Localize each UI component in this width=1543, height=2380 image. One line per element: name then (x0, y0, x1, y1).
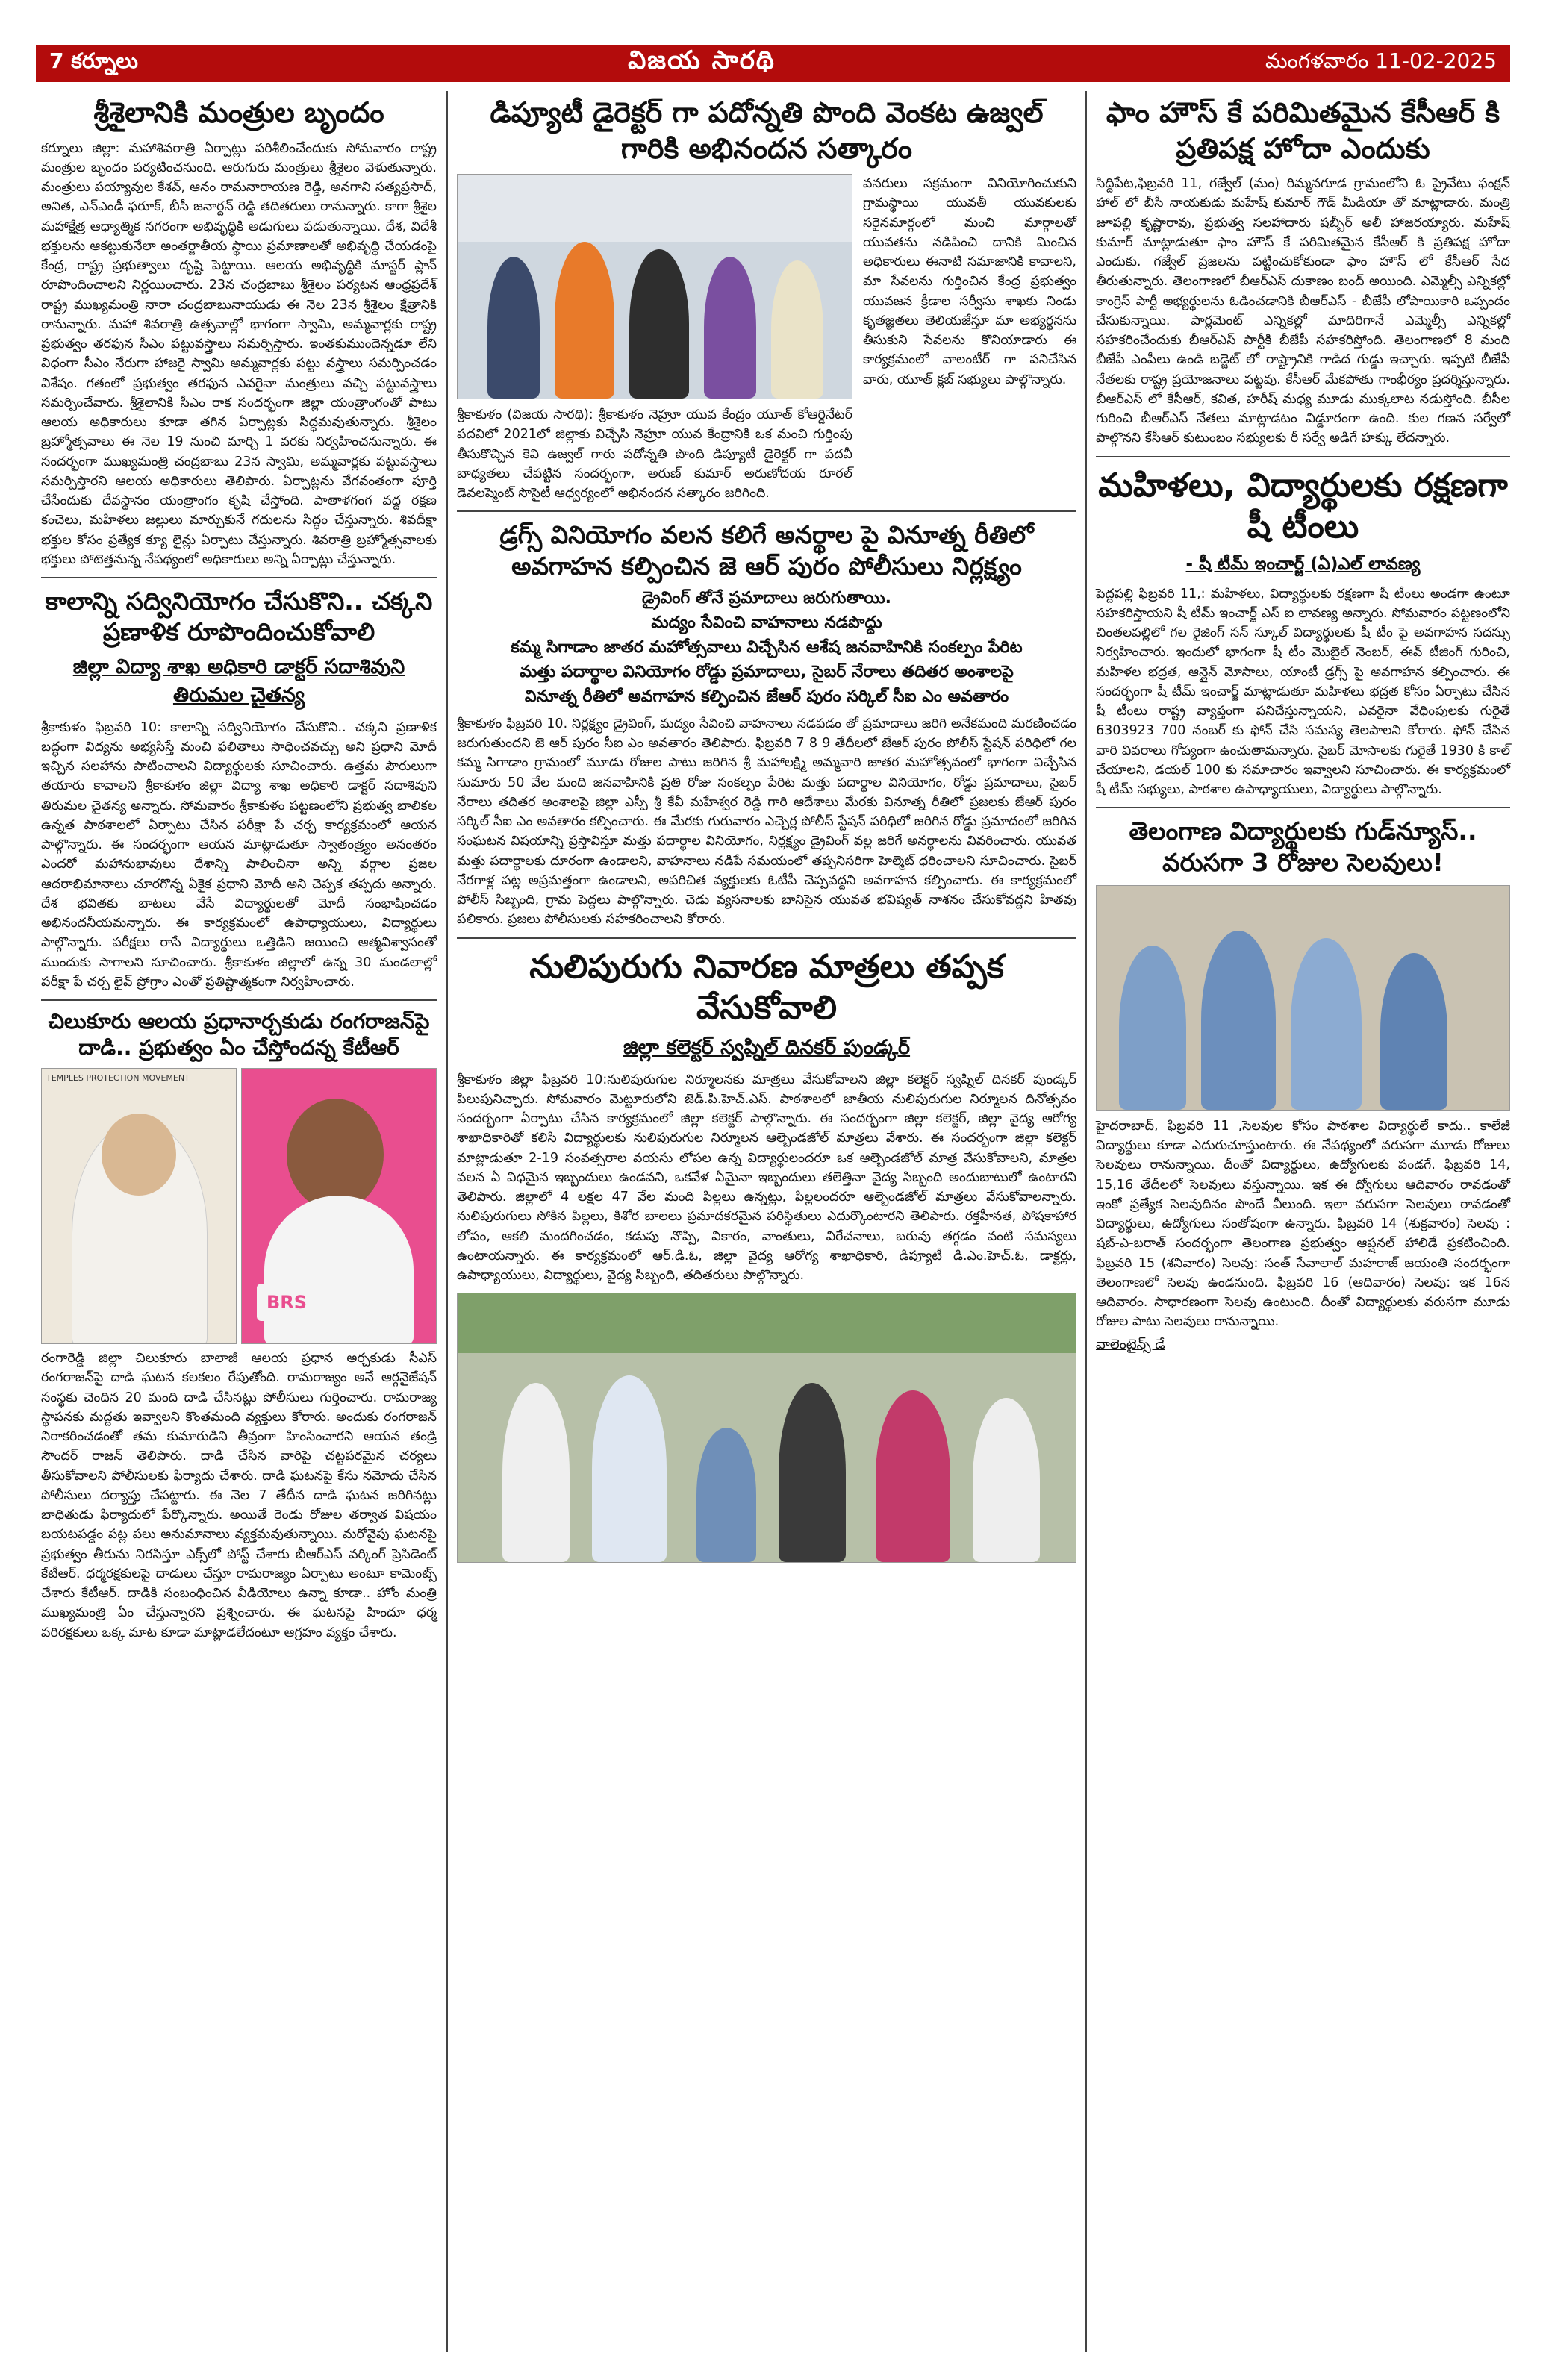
article-holidays-body: హైదరాబాద్, ఫిబ్రవరి 11 ,సెలవుల కోసం పాఠశాల విద్యార్థులే కాదు.. కాలేజీ విద్యార్థులు కూడా ఎదురుచూస్తుంటారు. ఈ నేపథ్యంలో వరుసగా మూడు రోజులు సెలవులు రానున్నాయి. దీంతో విద్యార్థులు, ఉద్యోగులకు పండగే. ఫిబ్రవరి 14, 15,16 తేదీలలో సెలవులు వస్తున్నాయి. ఇక ఈ ద్వోగులు ఆదివారం రావడంతో ఇంకో ప్రత్యేక సెలవుదినం పొందే వీలుంది. ఇలా వరుసగా సెలవులు రావడంతో విద్యార్థులు, ఉద్యోగులు సంతోషంగా ఉన్నారు. ఫిబ్రవరి 14 (శుక్రవారం) సెలవు : షబ్-ఎ-బరాత్ సందర్భంగా తెలంగాణ ప్రభుత్వం ఆప్షనల్ హాలిడే ప్రకటించింది. ఫిబ్రవరి 15 (శనివారం) సెలవు: సంత్ సేవాలాల్ మహరాజ్ జయంతి సందర్భంగా తెలంగాణలో సెలవు ఉండనుంది. ఫిబ్రవరి 16 (ఆదివారం) సెలవు: ఇక 16న ఆదివారం. సాధారణంగా సెలవు ఉంటుంది. దీంతో విద్యార్థులకు వరుసగా మూడు రోజుల పాటు సెలవులు రానున్నాయి. (1096, 1118, 1510, 1330)
page-number-label: 7 కర్నూలు (49, 49, 138, 73)
face-icon (102, 1114, 176, 1196)
deworming-photo (457, 1293, 1076, 1563)
article-ujwal-headline: డిప్యూటీ డైరెక్టర్ గా పదోన్నతి పొంది వెంకట ఉజ్వల్ గారికి అభినందన సత్కారం (490, 96, 1044, 165)
person-icon (592, 1375, 667, 1562)
section-divider (1096, 807, 1510, 808)
article-deworming-headline: నులిపురుగు నివారణ మాత్రలు తప్పక వేసుకోవాలి (529, 947, 1004, 1027)
drugs-kicker-3: కమ్మ సిగాడాం జాతర మహోత్సవాలు విచ్చేసిన ఆశేష జనవాహినికి సంకల్పం పేరిట (511, 637, 1023, 657)
person-icon (779, 1383, 846, 1562)
felicitation-photo (457, 174, 852, 399)
article-chilkur-body: రంగారెడ్డి జిల్లా చిలుకూరు బాలాజీ ఆలయ ప్రధాన అర్చకుడు సీఎస్ రంగరాజన్‌పై దాడి ఘటన కలకలం రేపుతోంది. రామరాజ్యం అనే ఆర్గనైజేషన్ సంస్థకు చెందిన 20 మంది దాడి చేసినట్లు పోలీసులు గుర్తించారు. రామరాజ్య స్థాపనకు మద్దతు ఇవ్వాలని కొంతమంది వ్యక్తులు కోరారు. అందుకు రంగరాజన్ నిరాకరించడంతో తమ కుమారుడిని తీవ్రంగా హింసించారని ఆయన తండ్రి సౌందర్ రాజన్ తెలిపారు. దాడి చేసిన వారిపై చట్టపరమైన చర్యలు తీసుకోవాలని పోలీసులకు ఫిర్యాదు చేశారు. దాడి ఘటనపై కేసు నమోదు చేసిన పోలీసులు దర్యాప్తు చేపట్టారు. ఈ నెల 7 తేదీన దాడి ఘటన జరిగినట్లు బాధితుడు ఫిర్యాదులో పేర్కొన్నారు. అయితే రెండు రోజుల తర్వాత విషయం బయటపడ్డం పట్ల పలు అనుమానాలు వ్యక్తమవుతున్నాయి. మరోవైపు ఘటనపై ప్రభుత్వం తీరును నిరసిస్తూ ఎక్స్‌లో పోస్ట్ చేశారు బీఆర్ఎస్ వర్కింగ్ ప్రెసిడెంట్ కేటీఆర్. ధర్మరక్షకులపై దాడులు చేస్తూ రామరాజ్యం ఏర్పాటు అంటూ కామెంట్స్ చేశారు కేటీఆర్. దాడికి సంబంధించిన వీడియోలు ఉన్నా కూడా.. హోం మంత్రి ముఖ్యమంత్రి ఏం చేస్తున్నారని ప్రశ్నించారు. ఈ ఘటనపై హిందూ ధర్మ పరిరక్షకులు ఒక్క మాట కూడా మాట్లాడలేదంటూ ఆగ్రహం వ్యక్తం చేశారు. (41, 1351, 437, 1640)
column-divider-1 (446, 91, 448, 2352)
section-divider (41, 999, 437, 1001)
person-icon (704, 257, 756, 399)
person-icon (876, 1390, 950, 1562)
person-icon (973, 1398, 1040, 1562)
section-divider (41, 577, 437, 578)
person-icon (487, 257, 540, 399)
article-time-planning-subhead: జిల్లా విద్యా శాఖ అధికారి డాక్టర్ సదాశివుని తిరుమల చైతన్య (72, 655, 405, 707)
article-kcr-headline: ఫాం హౌస్ కే పరిమితమైన కేసీఆర్ కి ప్రతిపక్ష హోదా ఎందుకు (1106, 96, 1500, 165)
party-logo: BRS (257, 1284, 317, 1321)
person-icon (771, 260, 823, 399)
article-time-planning-headline: కాలాన్ని సద్వినియోగం చేసుకొని.. చక్కని ప్రణాళిక రూపొందించుకోవాలి (45, 587, 433, 647)
issue-date: మంగళవారం 11-02-2025 (1265, 49, 1497, 73)
article-she-teams-subhead: - షీ టీమ్ ఇంచార్జ్ (ఏ)ఎల్ లావణ్య (1185, 554, 1421, 574)
school-children-photo (1096, 885, 1510, 1111)
face-icon (287, 1099, 384, 1211)
newspaper-title: విజయ సారథి (628, 46, 776, 75)
column-divider-2 (1085, 91, 1087, 2352)
article-she-teams-headline: మహిళలు, విద్యార్థులకు రక్షణగా షీ టీంలు (1098, 466, 1508, 546)
article-chilkur-headline: చిలుకూరు ఆలయ ప్రధానార్చకుడు రంగరాజన్‌పై దాడి.. ప్రభుత్వం ఏం చేస్తోందన్న కేటీఆర్ (48, 1009, 430, 1060)
column-middle (457, 91, 1076, 1563)
article-ujwal-left (457, 174, 852, 503)
article-holidays-headline: తెలంగాణ విద్యార్థులకు గుడ్‌న్యూస్.. వరుసగా 3 రోజుల సెలవులు! (1129, 816, 1477, 877)
drugs-kicker-5: వినూత్న రీతిలో అవగాహన కల్పించిన జేఆర్ పురం సర్కిల్ సీఐ ఎం అవతారం (524, 687, 1009, 706)
article-chilkur-photos (41, 1068, 437, 1344)
person-icon (555, 242, 614, 399)
student-icon (1119, 946, 1186, 1110)
priest-photo (41, 1068, 237, 1344)
person-icon (502, 1383, 570, 1562)
article-ujwal-body-left: శ్రీకాకుళం (విజయ సారథి): శ్రీకాకుళం నెహ్రూ యువ కేంద్రం యూత్ కోఆర్డినేటర్ పదవిలో 2021లో జిల్లాకు విచ్చేసి నెహ్రూ యువ కేంద్రానికి ఒక మంచి గుర్తింపు తీసుకొచ్చిన కెవి ఉజ్వల్ గారు పదోన్నతి పొంది డిప్యూటీ డైరెక్టర్ గా పదవీ బాధ్యతలు చేపట్టిన సందర్భంగా, అరుణ్ కుమార్ అరుణోదయ రూరల్ డెవలప్మెంట్ సొసైటీ ఆధ్వర్యంలో అభినందన సత్కారం జరిగింది. (457, 407, 852, 501)
student-icon (1380, 953, 1447, 1110)
column-left (41, 91, 437, 1643)
student-icon (1291, 938, 1362, 1110)
drugs-kicker-4: మత్తు పదార్థాల వినియోగం రోడ్డు ప్రమాదాలు, సైబర్ నేరాలు తదితర అంశాలపై (520, 662, 1014, 681)
valentines-label: వాలెంటైన్స్ డే (1096, 1336, 1165, 1352)
shirt-icon (264, 1196, 414, 1344)
document-caption: TEMPLES PROTECTION MOVEMENT (46, 1073, 190, 1083)
section-divider (1096, 456, 1510, 457)
article-drugs-body: శ్రీకాకుళం ఫిబ్రవరి 10. నిర్లక్ష్యం డ్రైవింగ్, మద్యం సేవించి వాహనాలు నడపడం తో ప్రమాదాలు జరిగి అనేకమంది మరణించడం జరుగుతుందని జె ఆర్ పురం సీఐ ఎం అవతారం తెలిపారు. ఫిబ్రవరి 7 8 9 తేదీలలో జేఆర్ పురం పోలీస్ స్టేషన్ పరిధిలో గల కమ్మ సిగాడాం గ్రామంలో మూడు రోజుల పాటు జరిగిన శ్రీ మహాలక్ష్మి అమ్మవారి జాతర మహోత్సవంలో భాగంగా విచ్చేసిన సుమారు 50 వేల మంది జనవాహినికి ప్రతి రోజు సంకల్పం పేరిట మత్తు పదార్థాల వినియోగం, రోడ్డు ప్రమాదాలు, సైబర్ నేరాలు తదితర అంశాలపై జిల్లా ఎస్పీ శ్రీ కేవీ మహేశ్వర రెడ్డి గారి ఆదేశాలు మేరకు వినూత్న రీతిలో ప్రజలకు జేఆర్ పురం సర్కిల్ సీఐ ఎం అవతారం కల్పించారు. ఈ మేరకు గురువారం ఎచ్చెర్ల పోలీస్ స్టేషన్ పరిధిలో జరిగిన రోడ్డు ప్రమాదంలో జరిగిన సంఘటన విషయాన్ని ప్రస్తావిస్తూ మత్తు పదార్థాల వినియోగం, నిర్లక్ష్యం డ్రైవింగ్ వల్ల జరిగే అనర్థాలను వివరించారు. యువత మత్తు పదార్థాలకు దూరంగా ఉండాలని, వాహనాలు నడిపే సమయంలో తప్పనిసరిగా హెల్మెట్ ధరించాలని సూచించారు. సైబర్ నేరగాళ్ల పట్ల అప్రమత్తంగా ఉండాలని, అపరిచిత వ్యక్తులకు ఓటీపీ చెప్పవద్దని అవగాహన కల్పించారు. ఈ కార్యక్రమంలో పోలీస్ సిబ్బంది, గ్రామ పెద్దలు పాల్గొన్నారు. చెడు వ్యసనాలకు బానిసైన యువత భవిష్యత్ నాశనం చేసుకోవద్దని హితవు పలికారు. ప్రజలు పోలీసులకు సహకరించాలని కోరారు. (457, 716, 1076, 928)
article-time-planning-body: శ్రీకాకుళం ఫిబ్రవరి 10: కాలాన్ని సద్వినియోగం చేసుకొని.. చక్కని ప్రణాళిక బద్ధంగా విద్యను అభ్యసిస్తే మంచి ఫలితాలు సాధించవచ్చు అని ప్రధాని మోదీ ఇచ్చిన సలహాను పాటించాలని విద్యార్థులకు సూచించారు. ఉత్తమ పౌరులుగా తయారు కావాలని శ్రీకాకుళం జిల్లా విద్యా శాఖ అధికారి డాక్టర్ సదాశివుని తిరుమల చైతన్య అన్నారు. సోమవారం శ్రీకాకుళం పట్టణంలోని ప్రభుత్వ బాలికల ఉన్నత పాఠశాలలో ఏర్పాటు చేసిన పరీక్షా పే చర్చ కార్యక్రమంలో ఆయన పాల్గొన్నారు. ఈ సందర్భంగా ఆయన మాట్లాడుతూ స్వాతంత్ర్యం అనంతరం ఎందరో మహానుభావులు దేశాన్ని పాలించినా అన్ని వర్గాల ప్రజల ఆదరాభిమానాలు చూరగొన్న ఏకైక ప్రధాని మోదీ అని చెప్పక తప్పదు అన్నారు. దేశ భవితకు బాటలు వేసే విద్యార్థులతో మోదీ సంభాషించడం అభినందనీయమన్నారు. ఈ కార్యక్రమంలో ఉపాధ్యాయులు, విద్యార్థులు పాల్గొన్నారు. పరీక్షలు రాసే విద్యార్థులు ఒత్తిడిని జయించి ఆత్మవిశ్వాసంతో ముందుకు సాగాలని సూచించారు. శ్రీకాకుళం జిల్లాలో ఉన్న 30 మండలాల్లో పరీక్షా పే చర్చ లైవ్ ప్రోగ్రాం ఎంతో ప్రతిష్టాత్మకంగా నిర్వహించారు. (41, 719, 437, 990)
article-srisailam-body: కర్నూలు జిల్లా: మహాశివరాత్రి ఏర్పాట్లు పరిశీలించేందుకు సోమవారం రాష్ట్ర మంత్రుల బృందం పర్యటించనుంది. ఆరుగురు మంత్రులు శ్రీశైలం వెళుతున్నారు. మంత్రులు పయ్యావుల కేశవ్, ఆనం రామనారాయణ రెడ్డి, అనగాని సత్యప్రసాద్, అనిత, ఎన్ఎండీ ఫరూక్, బీసీ జనార్దన్ రెడ్డి తదితరులు రానున్నారు. కాగా శ్రీశైల మహాక్షేత్ర ఆధ్యాత్మిక నగరంగా అభివృద్ధికి అడుగులు పడుతున్నాయి. దేశ, విదేశీ భక్తులను ఆకట్టుకునేలా అంతర్జాతీయ స్థాయి ప్రమాణాలతో అభివృద్ధి చేయడంపై కేంద్ర, రాష్ట్ర ప్రభుత్వాలు దృష్టి పెట్టాయి. ఆలయ అభివృద్ధికి మాస్టర్ ప్లాన్ రూపొందించాలని నిర్ణయించారు. 23న చంద్రబాబు శ్రీశైలం పర్యటన ఆంధ్రప్రదేశ్ రాష్ట్ర ముఖ్యమంత్రి నారా చంద్రబాబునాయుడు ఈ నెల 23న శ్రీశైలం క్షేత్రానికి రానున్నారు. మహా శివరాత్రి ఉత్సవాల్లో భాగంగా స్వామి, అమ్మవార్లకు రాష్ట్ర ప్రభుత్వం తరఫున సీఎం పట్టువస్త్రాలు సమర్పిస్తారు. ఇంతకుముందెన్నడూ లేని విధంగా సీఎం నేరుగా హాజరై స్వామి అమ్మవార్లకు పట్టు వస్త్రాలు సమర్పించడం విశేషం. గతంలో ప్రభుత్వం తరఫున ఎవరైనా మంత్రులు వచ్చి పట్టువస్త్రాలు సమర్పించేవారు. శ్రీశైలానికి సీఎం రాక సందర్భంగా జిల్లా యంత్రాంగంతో పాటు ఆలయ అధికారులు కూడా తగిన ఏర్పాట్లకు సిద్ధమవుతున్నారు. శ్రీశైలం బ్రహ్మోత్సవాలు ఈ నెల 19 నుంచి మార్చి 1 వరకు నిర్వహించనున్నారు. ఈ సందర్భంగా ముఖ్యమంత్రి చంద్రబాబు 23న స్వామి, అమ్మవార్లకు పట్టువస్త్రాలు సమర్పిస్తారని ఆలయ అధికారులు తెలిపారు. ఏర్పాట్లను వేగవంతంగా పూర్తి చేసేందుకు దేవస్థానం యంత్రాంగం కృషి చేస్తోంది. పాతాళగంగ వద్ద రక్షణ కంచెలు, మహిళలు జల్లులు మార్చుకునే గదులను సిద్ధం చేస్తున్నారు. శివదీక్షా భక్తుల కోసం ప్రత్యేక క్యూ లైన్లు ఏర్పాటు చేస్తున్నారు. శివరాత్రి బ్రహ్మోత్సవాలకు భక్తులు పోటెత్తనున్న నేపథ్యంలో అధికారులు అన్ని ఏర్పాట్లు చేస్తున్నారు. (41, 140, 437, 567)
section-divider (457, 937, 1076, 939)
column-right (1096, 91, 1510, 1355)
ktr-photo (241, 1068, 437, 1344)
drugs-kicker-1: డ్రైవింగ్ తోనే ప్రమాదాలు జరుగుతాయి. (641, 588, 892, 608)
article-she-teams-body: పెద్దపల్లి ఫిబ్రవరి 11,: మహిళలు, విద్యార్థులకు రక్షణగా షీ టీంలు అండగా ఉంటూ సహకరిస్తాయని షీ టీమ్ ఇంచార్జ్ ఎస్ ఐ లావణ్య అన్నారు. సోమవారం పట్టణంలోని చింతలపల్లిలో గల రైజింగ్ సన్ స్కూల్ విద్యార్థులకు షీ టీం పై అవగాహన సదస్సు నిర్వహించారు. ఇందులో భాగంగా షీ టీం మొబైల్ నెంబర్, ఈవ్ టీజింగ్ గురించి, మహిళల భద్రత, ఆన్లైన్ మోసాలు, యాంటీ డ్రగ్స్ పై అవగాహన కల్పించారు. ఈ సందర్భంగా షీ టీమ్ ఇంచార్జ్ మాట్లాడుతూ మహిళలు భద్రత కోసం ఏర్పాటు చేసిన షీ టీంలు రాష్ట్ర వ్యాప్తంగా పనిచేస్తున్నాయని, ఎవరైనా వేధింపులకు గురైతే 6303923 700 నంబర్ కు ఫోన్ చేసి సమస్య తెలపాలని కోరారు. ఫోన్ చేసిన వారి వివరాలు గోప్యంగా ఉంచుతామన్నారు. సైబర్ మోసాలకు గురైతే 1930 కి కాల్ చేయాలని, డయల్ 100 కు సమాచారం ఇవ్వాలని సూచించారు. ఈ కార్యక్రమంలో షీ టీమ్ సభ్యులు, పాఠశాల ఉపాధ్యాయులు, విద్యార్థులు పాల్గొన్నారు. (1096, 586, 1510, 797)
article-ujwal-content (457, 174, 1076, 503)
drugs-kicker-2: మద్యం సేవించి వాహనాలు నడపొద్దు (651, 613, 882, 632)
article-srisailam-headline: శ్రీశైలానికి మంత్రుల బృందం (93, 96, 384, 129)
student-icon (696, 1428, 756, 1562)
article-ujwal-body-right: వనరులు సక్రమంగా వినియోగించుకుని గ్రామస్థాయి యువతీ యువకులకు సరైనమార్గంలో మంచి మార్గాలతో యువతను నడిపించి దానికి మించిన అధికారులు ఈనాటి సమాజానికి కావాలని, మా సేవలను గుర్తించిన కేంద్ర ప్రభుత్వం యువజన క్రీడాల సర్వీసు శాఖకు నిండు కృతజ్ఞతలు తెలియజేస్తూ మా అభ్యర్థనను తీసుకుని సేవలను కొనియాడారు ఈ కార్యక్రమంలో వాలంటీర్ గా పనిచేసిన వారు, యూత్ క్లబ్ సభ్యులు పాల్గొన్నారు. (863, 176, 1076, 387)
article-drugs-headline: డ్రగ్స్ వినియోగం వలన కలిగే అనర్థాల పై వినూత్న రీతిలో అవగాహన కల్పించిన జె ఆర్ పురం పోలీసులు నిర్లక్ష్యం (499, 520, 1034, 581)
person-icon (629, 249, 689, 399)
article-deworming-subhead: జిల్లా కలెక్టర్ స్వప్నిల్ దినకర్ పుండ్కర్ (623, 1035, 911, 1059)
foliage-shape (458, 1293, 1076, 1353)
article-deworming-body: శ్రీకాకుళం జిల్లా ఫిబ్రవరి 10:నులిపురుగుల నిర్మూలనకు మాత్రలు వేసుకోవాలని జిల్లా కలెక్టర్ స్వప్నిల్ దినకర్ పుండ్కర్ పిలుపునిచ్చారు. సోమవారం మెట్టూరులోని జెడ్.పి.హెచ్.ఎస్. పాఠశాలలో జాతీయ నులిపురుగుల నిర్మూలన దినోత్సవం సందర్భంగా ఏర్పాటు చేసిన కార్యక్రమంలో జిల్లా కలెక్టర్ పాల్గొన్నారు. ఈ సందర్భంగా జిల్లా కలెక్టర్, జిల్లా వైద్య ఆరోగ్య శాఖాధికారితో కలిసి విద్యార్థులకు నులిపురుగుల నిర్మూలన ఆల్బెండజోల్ మాత్రలు వేశారు. ఈ సందర్భంగా జిల్లా కలెక్టర్ మాట్లాడుతూ 2-19 సంవత్సరాల వయసు లోపల ఉన్న విద్యార్థులందరూ ఒక ఆల్బెండజోల్ మాత్ర వేసుకోవాలని, మాత్రల వలన ఏ విధమైన ఇబ్బందులు ఉండవని, ఒకవేళ ఏమైనా ఇబ్బందులు తలెత్తినా వైద్య సిబ్బంది అందుబాటులో ఉంటారని తెలిపారు. జిల్లాలో 4 లక్షల 47 వేల మంది పిల్లలు ఉన్నట్లు, పిల్లలందరూ ఆల్బెండజోల్ మాత్రలు వేసుకోవాలన్నారు. నులిపురుగులు సోకిన పిల్లలు, కిశోర బాలలు ప్రమాదకరమైన పరిస్థితులు ఎదుర్కొంటారని తెలిపారు. రక్తహీనత, పోషకాహార లోపం, ఆకలి మందగించడం, కడుపు నొప్పి, వికారం, వాంతులు, విరేచనాలు, బరువు తగ్గడం వంటి సమస్యలు ఉంటాయన్నారు. ఈ కార్యక్రమంలో ఆర్.డి.ఓ, జిల్లా వైద్య ఆరోగ్య శాఖాధికారి, డిప్యూటీ డి.ఎం.హెచ్.ఓ, డాక్టర్లు, ఉపాధ్యాయులు, విద్యార్థులు, వైద్య సిబ్బంది, తదితరులు పాల్గొన్నారు. (457, 1072, 1076, 1283)
article-kcr-body: సిద్దిపేట,ఫిబ్రవరి 11, గజ్వేల్ (మం) రిమ్మనగూడ గ్రామంలోని ఓ ప్రైవేటు ఫంక్షన్ హాల్ లో బీసీ నాయకుడు మహేష్ కుమార్ గౌడ్ మీడియా తో మాట్లాడారు. మంత్రి జూపల్లి కృష్ణారావు, ప్రభుత్వ సలహాదారు షబ్బీర్ అలీ హాజరయ్యారు. మహేష్ కుమార్ మాట్లాడుతూ ఫాం హౌస్ కే పరిమితమైన కేసీఆర్ కి ప్రతిపక్ష హోదా ఎందుకు. గజ్వేల్ ప్రజలను పట్టించుకోకుండా ఫాం హౌస్ లో కేసీఆర్ సేద తీరుతున్నారు. తెలంగాణలో బీఆర్ఎస్ దుకాణం బంద్ అయింది. ఎమ్మెల్సీ ఎన్నికల్లో కాంగ్రెస్ పార్టీ అభ్యర్థులను ఓడించడానికి బీఆర్ఎస్ - బీజేపీ లోపాయికారి ఒప్పందం చేసుకున్నాయి. పార్లమెంట్ ఎన్నికల్లో మాదిరిగానే ఎమ్మెల్సీ ఎన్నికల్లో సహకరించేందుకు బీఆర్ఎస్ పార్టీకి బీజేపీ సహకరిస్తోంది. తెలంగాణలో 8 మంది బీజేపీ ఎంపీలు ఉండి బడ్జెట్ లో రాష్ట్రానికి గాడిద గుడ్డు ఇచ్చారు. ఇప్పటి బీజేపీ నేతలకు రాష్ట్ర ప్రయోజనాలు పట్టవు. కేసీఆర్ మేకపోతు గాంభీర్యం ప్రదర్శిస్తున్నారు. బీఆర్ఎస్ లో కేసీఆర్, కవిత, హరీష్ మధ్య మూడు ముక్కలాట నడుస్తోంది. బీసీల గురించి బీఆర్ఎస్ నేతలు మాట్లాడటం విడ్డూరంగా ఉంది. కుల గణన సర్వేలో పాల్గొనని కేసీఆర్ కుటుంబం సభ్యులకు రీ సర్వే అడిగే హక్కు లేదన్నారు. (1096, 176, 1510, 446)
student-icon (1201, 931, 1276, 1110)
masthead-bar (36, 45, 1510, 82)
section-divider (457, 510, 1076, 512)
banner-shape (458, 175, 852, 242)
